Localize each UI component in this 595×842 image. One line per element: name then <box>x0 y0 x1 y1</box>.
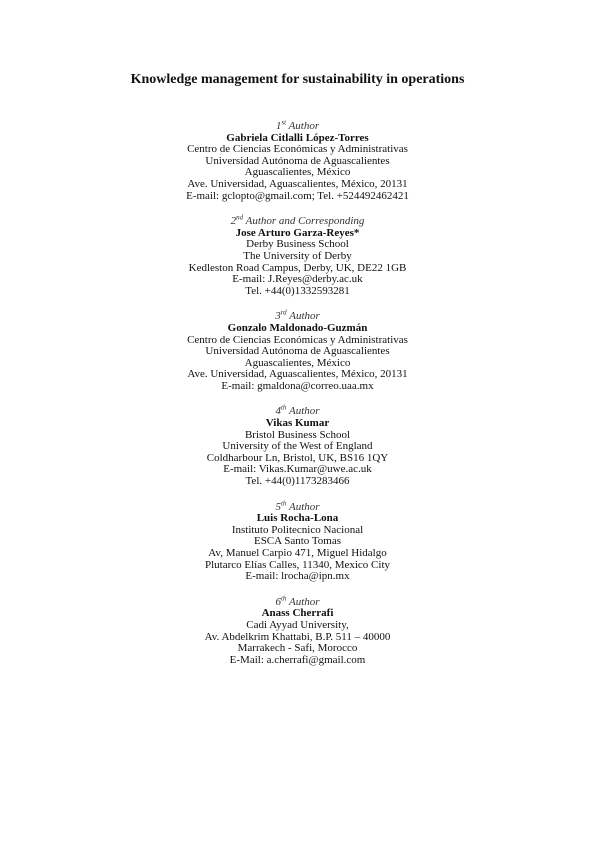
author-name: Luis Rocha-Lona <box>256 512 339 525</box>
author-block-2 <box>0 213 595 297</box>
contact-line: Tel. +44(0)1173283466 <box>245 475 350 488</box>
address-line: Ave. Universidad, Aguascalientes, México, 20131 <box>187 368 408 381</box>
contact-line: E-mail: lrocha@ipn.mx <box>245 570 350 583</box>
affiliation-line: Derby Business School <box>246 238 349 251</box>
contact-line: E-mail: Vikas.Kumar@uwe.ac.uk <box>223 463 372 476</box>
address-line: Av, Manuel Carpio 471, Miguel Hidalgo <box>208 547 387 559</box>
contact-line: E-mail: gmaldona@correo.uaa.mx <box>221 379 374 392</box>
author-name: Gabriela Citlalli López-Torres <box>226 131 369 144</box>
address-line: Plutarco Elías Calles, 11340, Mexico City <box>204 558 391 571</box>
affiliation-line: Bristol Business School <box>244 428 351 441</box>
author-role: 3rd Author <box>275 308 320 323</box>
address-line: Kedleston Road Campus, Derby, UK, DE22 1GB <box>188 261 407 274</box>
author-name: Vikas Kumar <box>265 417 330 430</box>
contact-line: E-mail: gclopto@gmail.com; Tel. +524492462421 <box>186 189 409 202</box>
paper-title: Knowledge management for sustainability in operations <box>130 72 465 87</box>
author-role: 6th Author <box>275 594 320 608</box>
author-name: Anass Cherrafi <box>261 607 334 620</box>
author-role: 1st Author <box>275 118 320 132</box>
affiliation-line: Aguascalientes, México <box>244 166 351 179</box>
author-block-5 <box>0 498 595 583</box>
address-line: Ave. Universidad, Aguascalientes, México, 20131 <box>187 177 408 190</box>
affiliation-line: ESCA Santo Tomas <box>253 535 342 548</box>
affiliation-line: Universidad Autónoma de Aguascalientes <box>205 154 390 167</box>
address-line: Coldharbour Ln, Bristol, UK, BS16 1QY <box>206 451 389 464</box>
affiliation-line: Universidad Autónoma de Aguascalientes <box>205 345 390 358</box>
author-block-4 <box>0 403 595 488</box>
affiliation-line: Centro de Ciencias Económicas y Administrativas <box>187 333 408 346</box>
author-role: 4th Author <box>275 403 320 418</box>
author-list <box>0 118 595 680</box>
contact-line: E-Mail: a.cherrafi@gmail.com <box>229 653 366 666</box>
affiliation-line: Centro de Ciencias Económicas y Administrativas <box>187 143 408 156</box>
affiliation-line: Aguascalientes, México <box>244 356 351 369</box>
author-role: 5th Author <box>275 498 320 513</box>
address-line: Marrakech - Safi, Morocco <box>237 642 358 655</box>
contact-line: Tel. +44(0)1332593281 <box>245 284 350 297</box>
author-role: 2nd Author and Corresponding <box>230 213 365 228</box>
address-line: Av. Abdelkrim Khattabi, B.P. 511 – 40000 <box>204 630 391 643</box>
author-name: Gonzalo Maldonado-Guzmán <box>227 321 368 334</box>
author-name: Jose Arturo Garza-Reyes* <box>235 226 360 239</box>
contact-line: E-mail: J.Reyes@derby.ac.uk <box>232 273 363 286</box>
author-block-1 <box>0 118 595 202</box>
affiliation-line: Cadi Ayyad University, <box>246 618 349 631</box>
author-block-3 <box>0 308 595 392</box>
affiliation-line: The University of Derby <box>243 249 352 262</box>
affiliation-line: Instituto Politecnico Nacional <box>231 523 364 536</box>
author-block-6 <box>0 594 595 667</box>
affiliation-line: University of the West of England <box>222 440 373 453</box>
